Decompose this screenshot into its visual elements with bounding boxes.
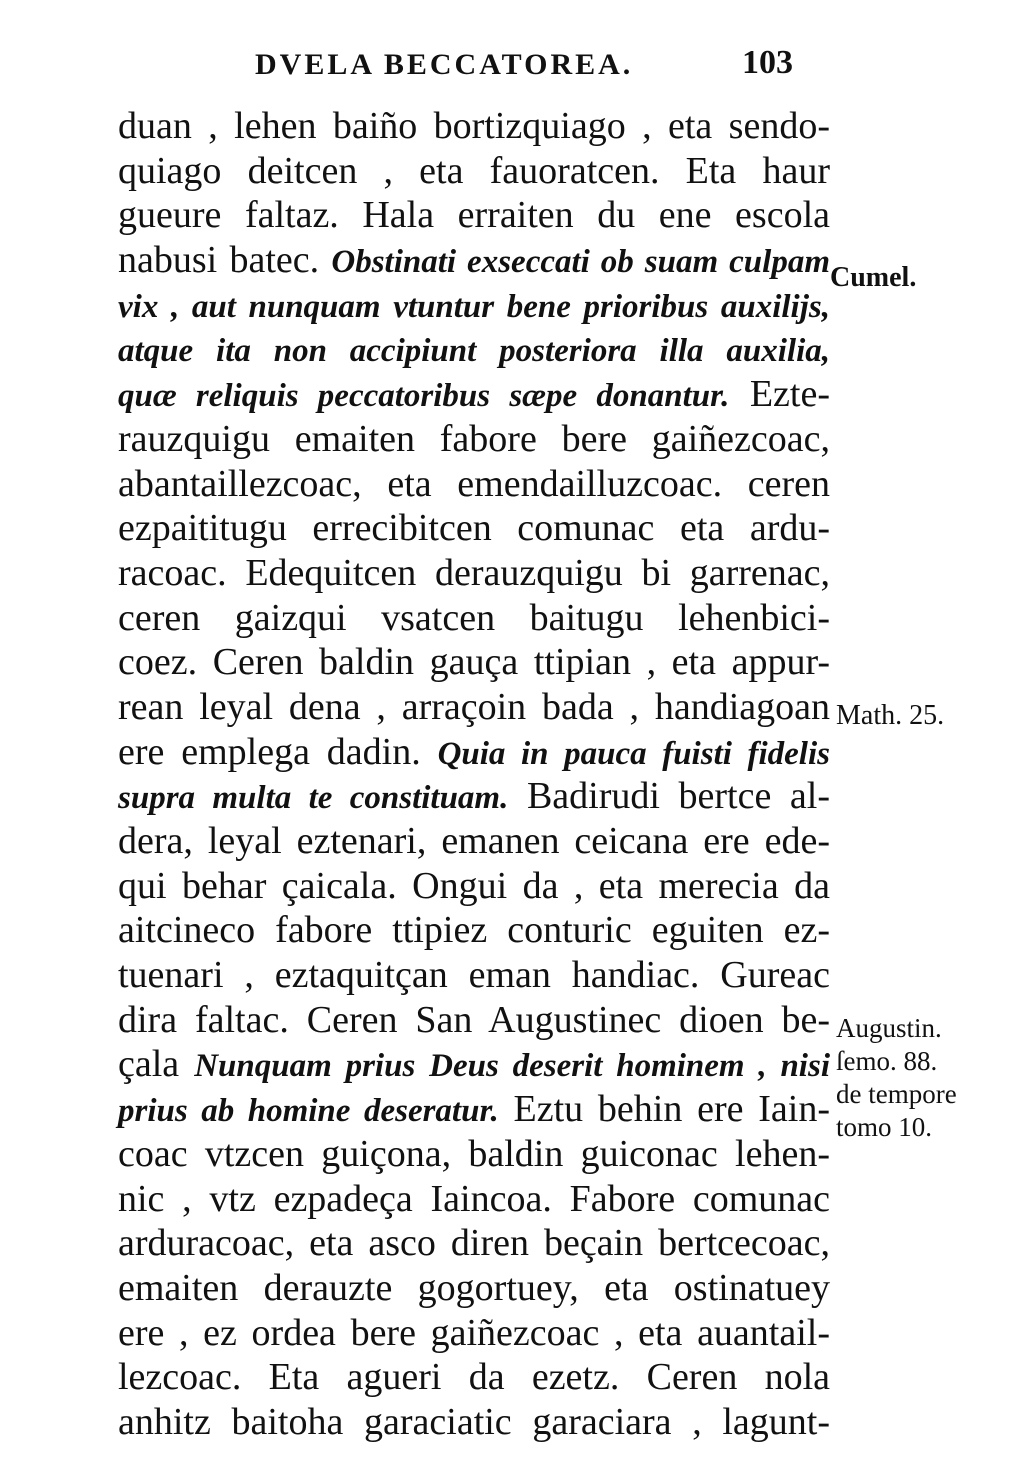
text-roman: ere , ez ordea bere gaiñezcoac , eta auantail-: [118, 1311, 830, 1354]
text-line: [118, 1042, 830, 1087]
text-roman: Badirudi bertce al-: [508, 775, 830, 818]
margin-note-math: Math. 25.: [836, 700, 945, 731]
text-latin-quote: Nunquam prius Deus deserit hominem , nisi: [194, 1048, 830, 1085]
text-roman: lezcoac. Eta agueri da ezetz. Ceren nola: [118, 1356, 830, 1399]
text-line: [118, 462, 830, 507]
text-line: [118, 506, 830, 551]
text-line: [118, 327, 830, 372]
text-line: [118, 998, 830, 1043]
text-line: [118, 372, 830, 417]
margin-note-cumel: Cumel.: [830, 262, 917, 293]
text-line: [118, 1221, 830, 1266]
text-line: [118, 640, 830, 685]
text-roman: emaiten derauzte gogortuey, eta ostinatuey: [118, 1266, 830, 1309]
margin-note-augustin-line: de tempore: [836, 1079, 957, 1109]
text-roman: rean leyal dena , arraçoin bada , handiagoan: [118, 685, 830, 728]
text-line: [118, 1177, 830, 1222]
text-roman: ezpaititugu errecibitcen comunac eta ardu-: [118, 507, 830, 550]
text-latin-quote: vix , aut nunquam vtuntur bene prioribus auxilijs,: [118, 288, 830, 325]
text-roman: abantaillezcoac, eta emendailluzcoac. ceren: [118, 462, 830, 505]
text-line: [118, 417, 830, 462]
text-roman: dira faltac. Ceren San Augustinec dioen be-: [118, 998, 830, 1041]
text-roman: çala: [118, 1043, 195, 1086]
body-text: [118, 104, 830, 1445]
text-roman: quiago deitcen , eta fauoratcen. Eta haur: [118, 149, 830, 192]
text-latin-quote: quæ reliquis peccatoribus sæpe donantur.: [118, 378, 730, 415]
text-roman: gueure faltaz. Hala erraiten du ene escola: [118, 194, 830, 237]
text-roman: qui behar çaicala. Ongui da , eta merecia da: [118, 864, 830, 907]
text-line: [118, 730, 830, 775]
text-line: [118, 104, 830, 149]
text-roman: nic , vtz ezpadeça Iaincoa. Fabore comunac: [118, 1177, 830, 1220]
text-latin-quote: supra multa te constituam.: [118, 780, 509, 817]
text-roman: Ezte-: [729, 373, 830, 416]
text-roman: nabusi batec.: [118, 239, 332, 282]
text-line: [118, 685, 830, 730]
text-roman: dera, leyal eztenari, emanen ceicana ere ede-: [118, 820, 830, 862]
text-roman: arduracoac, eta asco diren beçain bertcecoac,: [118, 1222, 830, 1265]
text-roman: anhitz baitoha garaciatic garaciara , lagunt-: [118, 1400, 830, 1443]
text-roman: aitcineco fabore ttipiez conturic eguiten ez-: [118, 909, 830, 952]
text-line: [118, 193, 830, 238]
margin-note-augustin: [836, 1012, 957, 1144]
text-roman: coez. Ceren baldin gauça ttipian , eta appur-: [118, 641, 830, 684]
text-line: [118, 1087, 830, 1132]
text-line: [118, 1311, 830, 1356]
text-roman: racoac. Edequitcen derauzquigu bi garrenac,: [118, 551, 830, 594]
text-roman: tuenari , eztaquitçan eman handiac. Gureac: [118, 954, 830, 997]
text-line: [118, 238, 830, 283]
text-line: [118, 149, 830, 194]
text-line: [118, 1400, 830, 1445]
text-roman: rauzquigu emaiten fabore bere gaiñezcoac,: [118, 417, 830, 460]
text-line: [118, 1355, 830, 1400]
text-line: [118, 1266, 830, 1311]
text-roman: ere emplega dadin.: [118, 730, 438, 773]
text-line: [118, 1132, 830, 1177]
text-roman: duan , lehen baiño bortizquiago , eta sendo-: [118, 105, 830, 147]
margin-note-augustin-line: tomo 10.: [836, 1112, 933, 1142]
margin-note-augustin-line: ſemo. 88.: [836, 1046, 938, 1076]
text-line: [118, 819, 830, 864]
text-latin-quote: Obstinati exseccati ob suam culpam: [331, 244, 830, 281]
text-line: [118, 953, 830, 998]
text-line: [118, 596, 830, 641]
page-number: 103: [742, 44, 793, 81]
running-head: DVELA BECCATOREA.: [255, 48, 634, 81]
text-roman: ceren gaizqui vsatcen baitugu lehenbici-: [118, 596, 830, 639]
text-line: [118, 283, 830, 328]
text-line: [118, 864, 830, 909]
text-roman: coac vtzcen guiçona, baldin guiconac lehen-: [118, 1132, 830, 1175]
text-latin-quote: atque ita non accipiunt posteriora illa auxilia,: [118, 333, 830, 370]
text-line: [118, 774, 830, 819]
text-roman: Eztu behin ere Iain-: [498, 1088, 830, 1131]
margin-note-augustin-line: Augustin.: [836, 1013, 942, 1043]
text-latin-quote: Quia in pauca fuisti fidelis: [437, 735, 830, 772]
text-line: [118, 908, 830, 953]
text-line: [118, 551, 830, 596]
text-latin-quote: prius ab homine deseratur.: [118, 1093, 499, 1130]
